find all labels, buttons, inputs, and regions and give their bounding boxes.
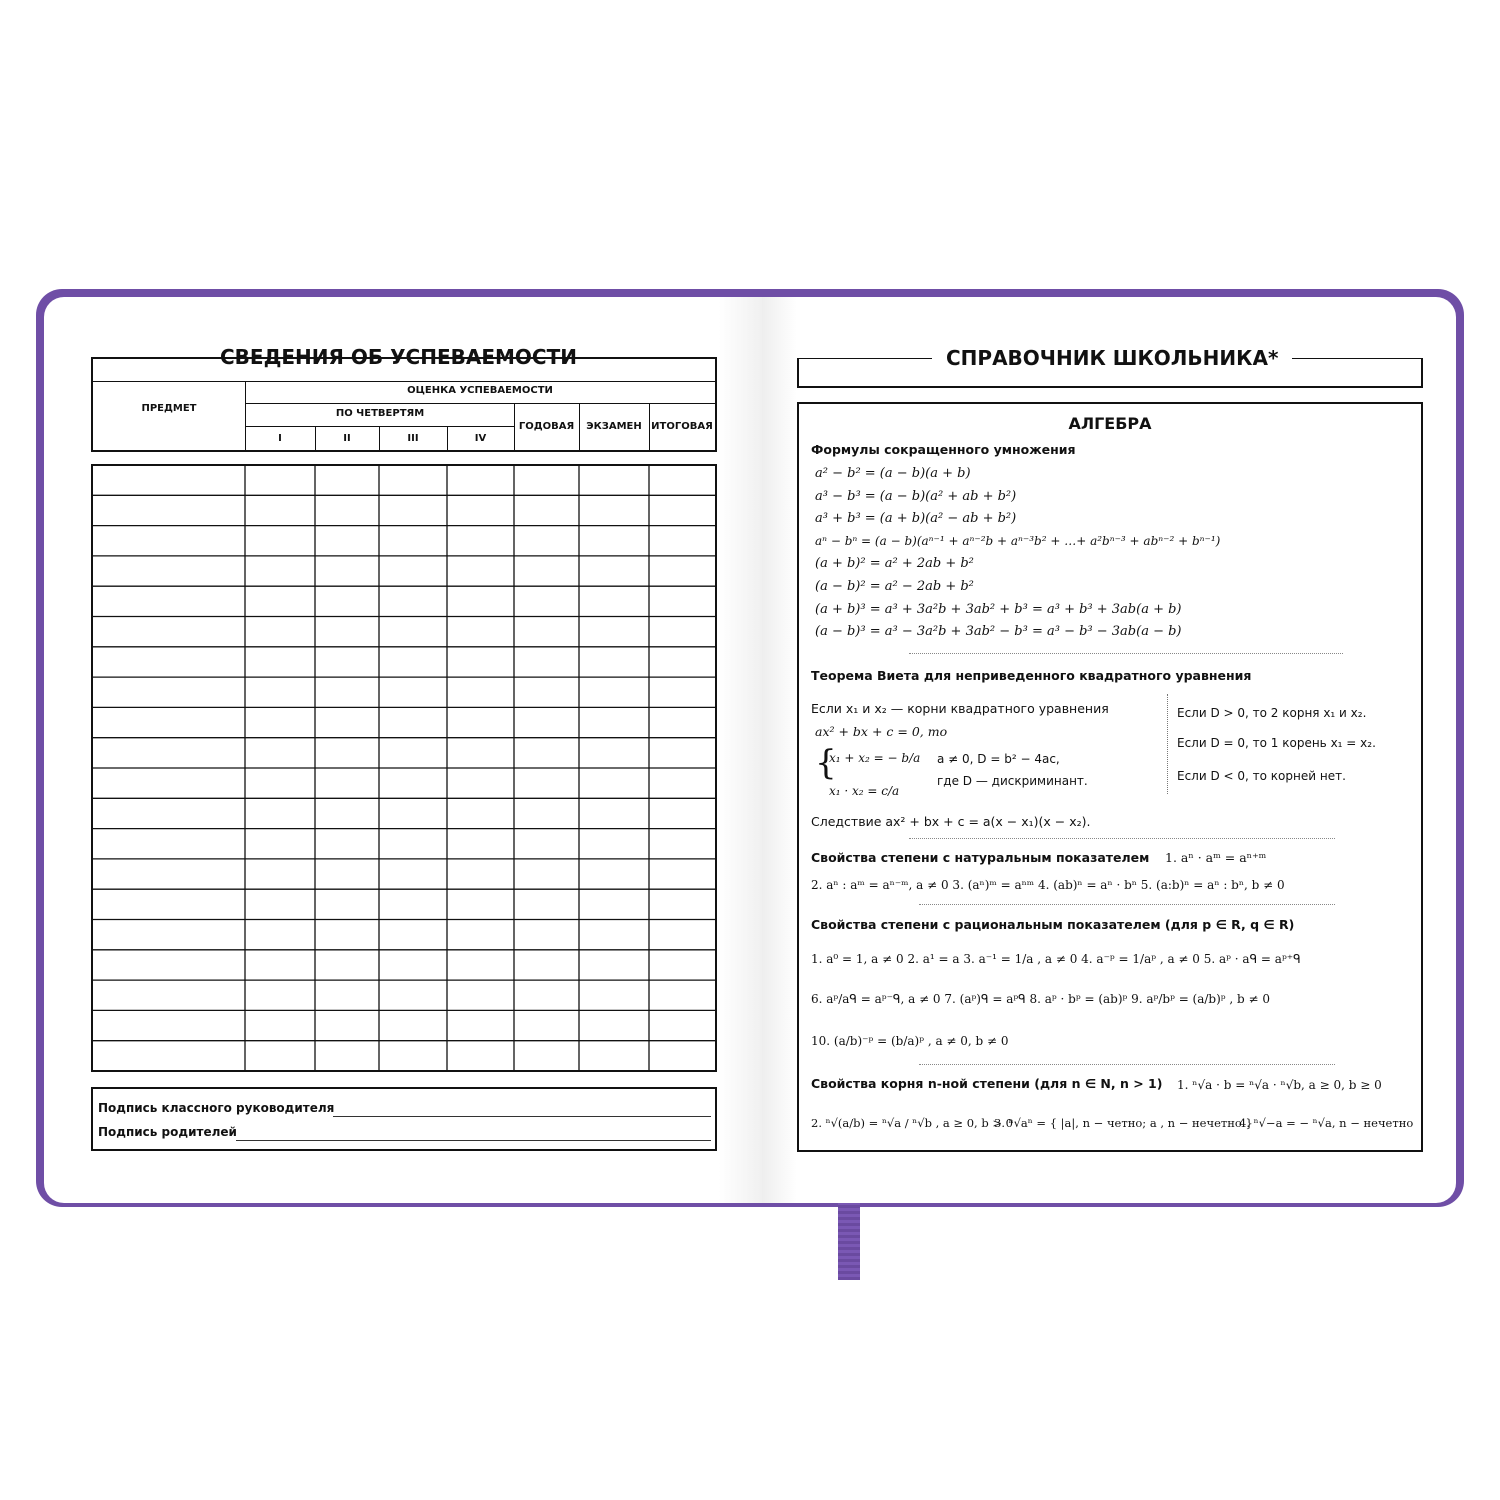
left-page-heading: СВЕДЕНИЯ ОБ УСПЕВАЕМОСТИ [206, 345, 591, 369]
grades-header-table [91, 357, 717, 452]
formula-4: aⁿ − bⁿ = (a − b)(aⁿ⁻¹ + aⁿ⁻²b + aⁿ⁻³b² + …+ a²bⁿ⁻³ + abⁿ⁻² + bⁿ⁻¹) [815, 534, 1221, 548]
rational-powers-row-1: 1. a⁰ = 1, a ≠ 0 2. a¹ = a 3. a⁻¹ = 1/a , a ≠ 0 4. a⁻ᵖ = 1/aᵖ , a ≠ 0 5. aᵖ · aᑫ = aᵖ⁺ᑫ [811, 952, 1301, 966]
vieta-corollary: Следствие ax² + bx + c = a(x − x₁)(x − x₂). [811, 814, 1091, 829]
vieta-product: x₁ · x₂ = c/a [829, 784, 900, 798]
formula-8: (a − b)³ = a³ − 3a²b + 3ab² − b³ = a³ − b³ − 3ab(a − b) [815, 624, 1182, 639]
discriminant-zero: Если D = 0, то 1 корень x₁ = x₂. [1177, 736, 1376, 750]
discriminant-negative: Если D < 0, то корней нет. [1177, 769, 1346, 783]
rational-powers-row-3: 10. (a/b)⁻ᵖ = (b/a)ᵖ , a ≠ 0, b ≠ 0 [811, 1034, 1009, 1048]
root-property-1: 1. ⁿ√a · b = ⁿ√a · ⁿ√b, a ≥ 0, b ≥ 0 [1177, 1078, 1382, 1092]
exam-header: ЭКЗАМЕН [586, 421, 642, 432]
signature-box [91, 1087, 717, 1151]
formula-3: a³ + b³ = (a + b)(a² − ab + b²) [815, 511, 1017, 526]
discriminant-positive: Если D > 0, то 2 корня x₁ и x₂. [1177, 706, 1367, 720]
section-rational-powers: Свойства степени с рациональным показателем (для p ∈ R, q ∈ R) [811, 917, 1295, 932]
natural-power-2-5: 2. aⁿ : aᵐ = aⁿ⁻ᵐ, a ≠ 0 3. (aⁿ)ᵐ = aⁿᵐ 4. (ab)ⁿ = aⁿ · bⁿ 5. (a:b)ⁿ = aⁿ : bⁿ, b ≠ 0 [811, 878, 1285, 892]
vieta-line-2: ax² + bx + c = 0, то [815, 724, 948, 739]
vieta-line-1: Если x₁ и x₂ — корни квадратного уравнения [811, 701, 1109, 716]
formula-1: a² − b² = (a − b)(a + b) [815, 466, 971, 481]
section-vieta: Теорема Виета для неприведенного квадратного уравнения [811, 668, 1252, 683]
vieta-cond-1: a ≠ 0, D = b² − 4ac, [937, 752, 1060, 766]
quarter-1: I [278, 433, 282, 444]
system-brace: { [815, 743, 837, 783]
vieta-sum: x₁ + x₂ = − b/a [829, 751, 921, 765]
quarter-3: III [407, 433, 419, 444]
subject-title: АЛГЕБРА [1068, 414, 1152, 433]
bookmark-ribbon[interactable] [838, 1196, 860, 1280]
root-property-4: 4. ⁿ√−a = − ⁿ√a, n − нечетно [1239, 1116, 1414, 1130]
natural-power-1: 1. aⁿ · aᵐ = aⁿ⁺ᵐ [1165, 850, 1267, 865]
teacher-signature-line[interactable] [333, 1116, 711, 1117]
quarter-2: II [343, 433, 351, 444]
final-header: ИТОГОВАЯ [651, 421, 713, 432]
right-page-heading: СПРАВОЧНИК ШКОЛЬНИКА* [932, 346, 1292, 370]
root-property-3: 3. ⁿ√aⁿ = { |a|, n − четно; a , n − нечетно } [994, 1116, 1253, 1130]
grades-grid[interactable] [91, 464, 718, 1074]
grade-header: ОЦЕНКА УСПЕВАЕМОСТИ [407, 385, 553, 396]
left-page [44, 297, 762, 1203]
right-page [762, 297, 1456, 1203]
reference-box [797, 402, 1423, 1152]
quarter-4: IV [474, 433, 487, 444]
section-abridged-multiplication: Формулы сокращенного умножения [811, 442, 1076, 457]
formula-2: a³ − b³ = (a − b)(a² + ab + b²) [815, 489, 1017, 504]
quarters-header: ПО ЧЕТВЕРТЯМ [335, 408, 425, 419]
subject-header: ПРЕДМЕТ [141, 403, 197, 414]
formula-7: (a + b)³ = a³ + 3a²b + 3ab² + b³ = a³ + b³ + 3ab(a + b) [815, 602, 1182, 617]
parents-signature-label: Подпись родителей [98, 1125, 237, 1139]
formula-6: (a − b)² = a² − 2ab + b² [815, 579, 974, 594]
vieta-cond-2: где D — дискриминант. [937, 774, 1088, 788]
parents-signature-line[interactable] [236, 1140, 711, 1141]
section-natural-powers: Свойства степени с натуральным показателем [811, 850, 1150, 865]
section-nth-root: Свойства корня n-ной степени (для n ∈ N, n > 1) [811, 1076, 1163, 1091]
root-property-2: 2. ⁿ√(a/b) = ⁿ√a / ⁿ√b , a ≥ 0, b > 0 [811, 1116, 1013, 1130]
rational-powers-row-2: 6. aᵖ/aᑫ = aᵖ⁻ᑫ, a ≠ 0 7. (aᵖ)ᑫ = aᵖᑫ 8. aᵖ · bᵖ = (ab)ᵖ 9. aᵖ/bᵖ = (a/b)ᵖ , b ≠ 0 [811, 992, 1271, 1006]
year-header: ГОДОВАЯ [518, 421, 575, 432]
formula-5: (a + b)² = a² + 2ab + b² [815, 556, 974, 571]
teacher-signature-label: Подпись классного руководителя [98, 1101, 335, 1115]
